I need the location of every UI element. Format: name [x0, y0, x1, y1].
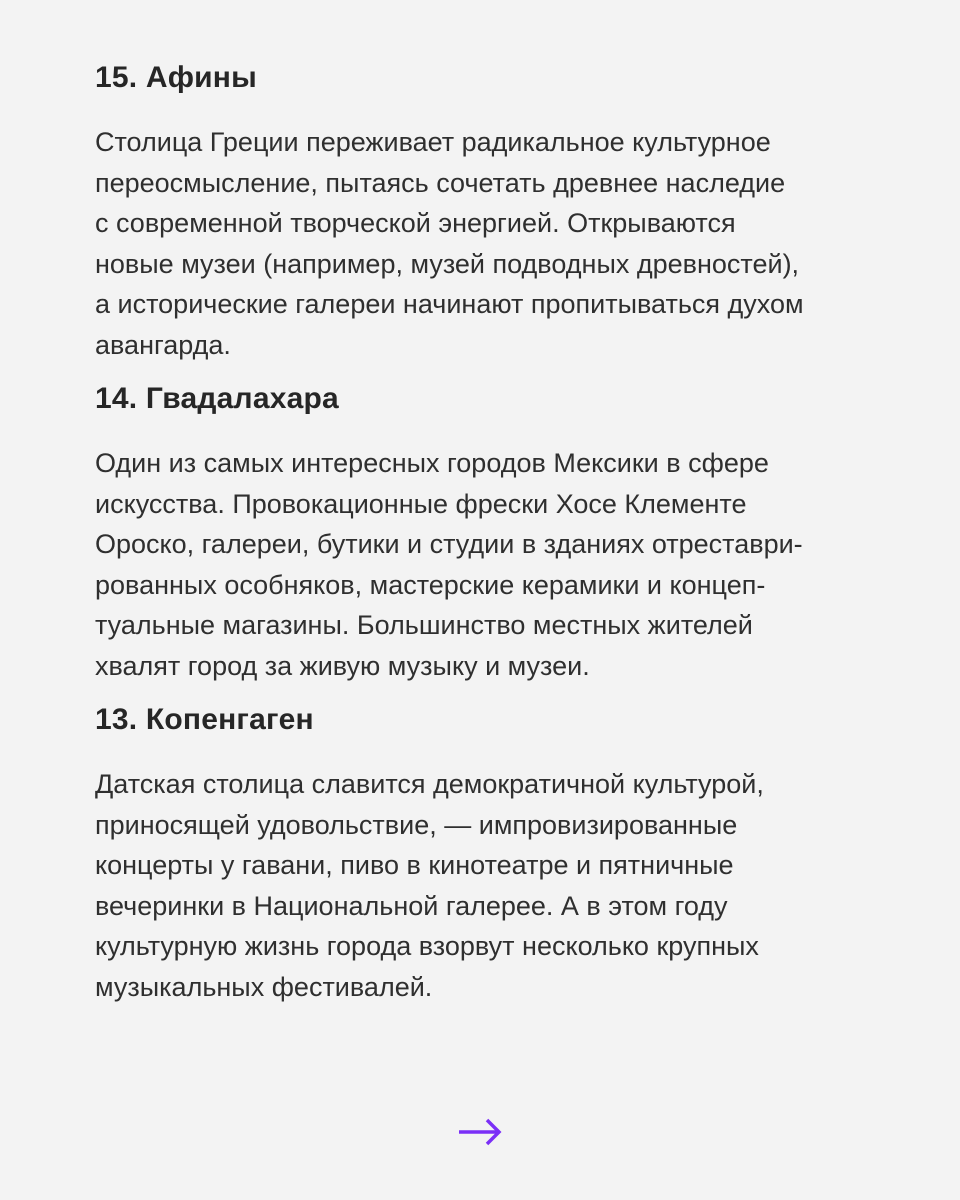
- text-line: авангарда.: [95, 329, 231, 360]
- text-line: туальные магазины. Большинство местных жителей: [95, 610, 753, 640]
- text-line: с современной творческой энергией. Открываются: [95, 208, 736, 238]
- article: [95, 56, 895, 1007]
- text-line: переосмысление, пытаясь сочетать древнее наследие: [95, 167, 786, 198]
- arrow-right-icon: [457, 1116, 503, 1148]
- text-line: Ороско, галереи, бутики и студии в зданиях отреставри-: [95, 529, 803, 559]
- section-text: [95, 443, 895, 686]
- section-heading: 15. Афины: [95, 61, 257, 94]
- text-line: культурную жизнь города взорвут несколько крупных: [95, 931, 759, 961]
- next-page-button[interactable]: [457, 1116, 503, 1148]
- text-line: а исторические галереи начинают пропитываться духом: [95, 289, 804, 319]
- text-line: хвалят город за живую музыку и музеи.: [95, 650, 590, 681]
- section-guadalajara: [95, 377, 895, 686]
- text-line: новые музеи (например, музей подводных древностей),: [95, 248, 800, 279]
- text-line: приносящей удовольствие, — импровизированные: [95, 809, 738, 840]
- section-text: [95, 122, 895, 365]
- text-line: Один из самых интересных городов Мексики в сфере: [95, 448, 769, 478]
- text-line: рованных особняков, мастерские керамики и концеп-: [95, 569, 766, 600]
- section-text: [95, 764, 895, 1007]
- section-copenhagen: [95, 698, 895, 1007]
- text-line: Датская столица славится демократичной культурой,: [95, 769, 764, 799]
- text-line: музыкальных фестивалей.: [95, 971, 433, 1002]
- section-heading: 14. Гвадалахара: [95, 382, 339, 415]
- text-line: концерты у гавани, пиво в кинотеатре и пятничные: [95, 850, 734, 880]
- text-line: вечеринки в Национальной галерее. А в этом году: [95, 890, 728, 921]
- section-heading: 13. Копенгаген: [95, 703, 314, 736]
- text-line: Столица Греции переживает радикальное культурное: [95, 127, 771, 157]
- text-line: искусства. Провокационные фрески Хосе Клементе: [95, 488, 747, 519]
- section-athens: [95, 56, 895, 365]
